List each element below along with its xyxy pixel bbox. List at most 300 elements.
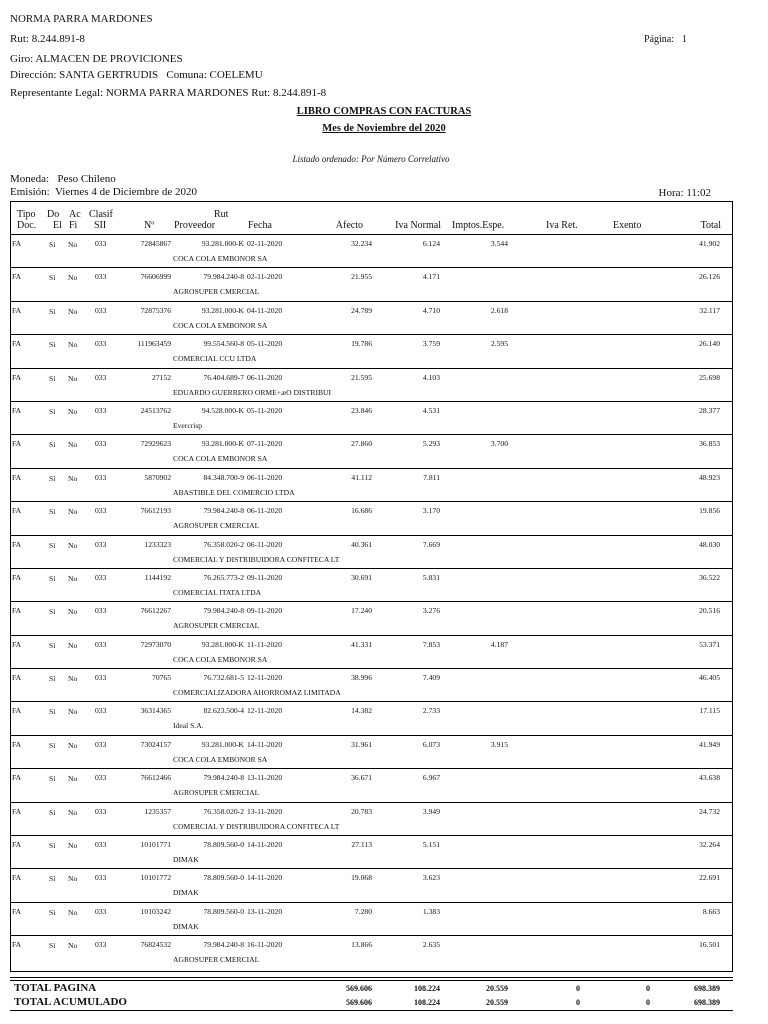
doc-type: FA [12,673,22,683]
table-row [10,434,733,467]
doc-type: FA [12,606,22,616]
company-address: Dirección: SANTA GERTRUDIS Comuna: COELEMU [10,69,263,81]
table-row [10,468,733,501]
iva-normal-amount: 2.635 [422,940,440,950]
total-amount: 53.371 [699,639,720,649]
afecto-amount: 19.068 [351,873,372,883]
total-amount: 24.732 [699,806,720,816]
fi-flag: No [68,707,78,717]
doc-number: 10103242 [140,906,171,916]
doc-date: 09-11-2020 [247,606,283,616]
supplier-rut: 93.281.000-K [201,639,244,649]
total-acumulado-total: 698.389 [694,998,720,1007]
doc-number: 27152 [152,372,171,382]
clasif-sii: 033 [95,239,107,248]
doc-date: 06-11-2020 [247,372,283,382]
doc-date: 14-11-2020 [247,739,283,749]
total-acumulado-iva: 108.224 [414,998,440,1007]
doc-type: FA [12,372,22,382]
doc-date: 06-11-2020 [247,472,283,482]
afecto-amount: 27.113 [351,840,372,850]
iva-normal-amount: 3.623 [422,873,440,883]
total-acumulado-exento: 0 [646,998,650,1007]
doc-date: 14-11-2020 [247,840,283,850]
supplier-rut: 79.984.240-8 [203,506,244,516]
supplier-name: COMERCIAL Y DISTRIBUIDORA CONFITECA LT [173,554,340,564]
table-row [10,501,733,534]
fi-flag: No [68,640,78,650]
afecto-amount: 16.686 [351,506,372,516]
doc-date: 05-11-2020 [247,339,283,349]
supplier-rut: 93.281.000-K [201,305,244,315]
supplier-rut: 78.809.560-0 [203,840,244,850]
doc-type: FA [12,539,22,549]
imptos-espe-amount: 4.187 [490,639,508,649]
doc-date: 06-11-2020 [247,539,283,549]
afecto-amount: 21.955 [351,272,372,282]
doc-type: FA [12,405,22,415]
imptos-espe-amount: 3.544 [490,239,508,248]
page-label: Página: [644,34,674,45]
supplier-name: Ideal S.A. [173,721,204,731]
supplier-name: DIMAK [173,855,199,865]
total-acumulado-imptos: 20.559 [486,998,508,1007]
supplier-name: AGROSUPER CMERCIAL [173,621,260,631]
clasif-sii: 033 [95,706,107,716]
sort-order-note: Listado ordenado: Por Número Correlativo [292,154,450,164]
total-amount: 32.117 [699,305,720,315]
afecto-amount: 41.112 [351,472,372,482]
imptos-espe-amount: 2.595 [490,339,508,349]
doc-date: 11-11-2020 [247,639,282,649]
col-doc: Doc. [17,220,37,231]
afecto-amount: 32.234 [351,239,372,248]
el-flag: Sí [49,674,56,684]
col-total: Total [700,220,721,231]
supplier-rut: 76.358.020-2 [203,806,244,816]
total-pagina-row [10,982,733,995]
total-pagina-imptos: 20.559 [486,984,508,993]
clasif-sii: 033 [95,272,107,282]
doc-type: FA [12,572,22,582]
doc-number: 76606999 [140,272,171,282]
el-flag: Sí [49,373,56,383]
supplier-name: COCA COLA EMBONOR SA [173,320,268,330]
el-flag: Sí [49,273,56,283]
clasif-sii: 033 [95,606,107,616]
table-row [10,902,733,935]
col-ac: Ac [69,209,81,220]
doc-type: FA [12,940,22,950]
doc-number: 1144192 [144,572,171,582]
table-row [10,835,733,868]
doc-number: 36314365 [140,706,171,716]
total-pagina-afecto: 569.606 [346,984,372,993]
doc-date: 06-11-2020 [247,506,283,516]
iva-normal-amount: 3.949 [422,806,440,816]
doc-type: FA [12,906,22,916]
fi-flag: No [68,507,78,517]
doc-type: FA [12,272,22,282]
supplier-name: COCA COLA EMBONOR SA [173,754,268,764]
company-name: NORMA PARRA MARDONES [10,13,153,25]
clasif-sii: 033 [95,472,107,482]
supplier-name: COCA COLA EMBONOR SA [173,654,268,664]
clasif-sii: 033 [95,439,107,449]
company-giro: Giro: ALMACEN DE PROVICIONES [10,53,183,65]
total-amount: 16.501 [699,940,720,950]
el-flag: Sí [49,540,56,550]
iva-normal-amount: 7.853 [422,639,440,649]
afecto-amount: 40.361 [351,539,372,549]
doc-type: FA [12,806,22,816]
doc-number: 10101772 [140,873,171,883]
clasif-sii: 033 [95,940,107,950]
total-pagina-label: TOTAL PAGINA [14,982,97,994]
el-flag: Sí [49,507,56,517]
el-flag: Sí [49,473,56,483]
total-amount: 17.115 [699,706,720,716]
supplier-name: ABASTIBLE DEL COMERCIO LTDA [173,487,295,497]
supplier-rut: 93.281.000-K [201,239,244,248]
doc-type: FA [12,439,22,449]
supplier-rut: 79.984.240-8 [203,940,244,950]
fi-flag: No [68,674,78,684]
el-flag: Sí [49,306,56,316]
total-amount: 8.663 [702,906,720,916]
currency: Moneda: Peso Chileno [10,173,116,185]
doc-number: 76612193 [140,506,171,516]
el-flag: Sí [49,607,56,617]
total-acumulado-afecto: 569.606 [346,998,372,1007]
total-pagina-exento: 0 [646,984,650,993]
afecto-amount: 30.691 [351,572,372,582]
total-acumulado-row [10,996,733,1009]
el-flag: Sí [49,841,56,851]
clasif-sii: 033 [95,906,107,916]
doc-number: 111963459 [137,339,171,349]
table-row [10,401,733,434]
doc-date: 16-11-2020 [247,940,283,950]
col-fecha: Fecha [248,220,272,231]
supplier-name: COMERCIAL Y DISTRIBUIDORA CONFITECA LT [173,821,340,831]
el-flag: Sí [49,941,56,951]
clasif-sii: 033 [95,372,107,382]
doc-date: 02-11-2020 [247,239,283,248]
doc-number: 72875376 [140,305,171,315]
clasif-sii: 033 [95,840,107,850]
iva-normal-amount: 3.276 [422,606,440,616]
fi-flag: No [68,340,78,350]
table-body [0,234,768,969]
total-amount: 36.853 [699,439,720,449]
supplier-rut: 78.809.560-0 [203,906,244,916]
clasif-sii: 033 [95,873,107,883]
iva-normal-amount: 6.124 [422,239,440,248]
col-proveedor: Proveedor [174,220,216,231]
col-sii: SII [94,220,107,231]
doc-number: 1235357 [144,806,171,816]
table-row [10,568,733,601]
doc-number: 72845867 [140,239,171,248]
fi-flag: No [68,807,78,817]
fi-flag: No [68,373,78,383]
page-indicator [644,34,687,45]
supplier-rut: 76.358.020-2 [203,539,244,549]
iva-normal-amount: 4.531 [422,405,440,415]
total-amount: 25.698 [699,372,720,382]
fi-flag: No [68,841,78,851]
report-subtitle: Mes de Noviembre del 2020 [322,123,446,134]
el-flag: Sí [49,907,56,917]
doc-number: 70765 [152,673,171,683]
supplier-name: COMERCIAL ITATA LTDA [173,587,262,597]
doc-date: 13-11-2020 [247,773,283,783]
el-flag: Sí [49,440,56,450]
iva-normal-amount: 1.383 [422,906,440,916]
doc-type: FA [12,305,22,315]
doc-type: FA [12,739,22,749]
total-amount: 32.264 [699,840,720,850]
supplier-name: Evercrisp [173,420,203,430]
col-fi: Fi [69,220,78,231]
doc-number: 76612267 [140,606,171,616]
total-acumulado-iva-ret: 0 [576,998,580,1007]
table-row [10,234,733,267]
table-row [10,868,733,901]
table-row [10,802,733,835]
supplier-name: COCA COLA EMBONOR SA [173,254,268,263]
table-row [10,635,733,668]
supplier-rut: 79.984.240-8 [203,606,244,616]
imptos-espe-amount: 3.915 [490,739,508,749]
fi-flag: No [68,774,78,784]
supplier-rut: 84.348.700-9 [203,472,244,482]
total-amount: 22.691 [699,873,720,883]
doc-number: 73024157 [140,739,171,749]
col-imptos-espe: Imptos.Espe. [452,220,505,231]
supplier-rut: 93.281.000-K [201,739,244,749]
el-flag: Sí [49,740,56,750]
imptos-espe-amount: 2.618 [490,305,508,315]
el-flag: Sí [49,406,56,416]
doc-date: 14-11-2020 [247,873,283,883]
afecto-amount: 31.961 [351,739,372,749]
doc-number: 72973070 [140,639,171,649]
fi-flag: No [68,740,78,750]
doc-number: 10101771 [140,840,171,850]
iva-normal-amount: 4.171 [422,272,440,282]
clasif-sii: 033 [95,773,107,783]
supplier-name: COMERCIALIZADORA AHORROMAZ LIMITADA [173,688,341,698]
total-amount: 46.405 [699,673,720,683]
fi-flag: No [68,573,78,583]
doc-type: FA [12,773,22,783]
afecto-amount: 19.786 [351,339,372,349]
clasif-sii: 033 [95,506,107,516]
fi-flag: No [68,941,78,951]
afecto-amount: 17.240 [351,606,372,616]
afecto-amount: 36.671 [351,773,372,783]
fi-flag: No [68,306,78,316]
col-afecto: Afecto [335,220,363,231]
total-amount: 36.522 [699,572,720,582]
company-rut: Rut: 8.244.891-8 [10,33,85,45]
col-el: El [53,220,62,231]
total-amount: 28.377 [699,405,720,415]
table-row [10,601,733,634]
imptos-espe-amount: 3.700 [490,439,508,449]
col-tipo: Tipo [17,209,36,220]
clasif-sii: 033 [95,305,107,315]
supplier-rut: 79.984.240-8 [203,272,244,282]
doc-date: 02-11-2020 [247,272,283,282]
clasif-sii: 033 [95,673,107,683]
col-numero: Nº [144,220,155,231]
report-title: LIBRO COMPRAS CON FACTURAS [296,106,472,117]
clasif-sii: 033 [95,806,107,816]
iva-normal-amount: 3.759 [422,339,440,349]
iva-normal-amount: 5.151 [422,840,440,850]
clasif-sii: 033 [95,539,107,549]
total-amount: 48.923 [699,472,720,482]
supplier-name: AGROSUPER CMERCIAL [173,287,260,297]
doc-date: 12-11-2020 [247,706,283,716]
clasif-sii: 033 [95,339,107,349]
totals-divider [10,980,733,981]
clasif-sii: 033 [95,739,107,749]
total-amount: 26.126 [699,272,720,282]
total-amount: 26.140 [699,339,720,349]
page-number: 1 [682,34,687,45]
doc-date: 12-11-2020 [247,673,283,683]
iva-normal-amount: 7.409 [422,673,440,683]
supplier-name: AGROSUPER CMERCIAL [173,955,260,965]
doc-type: FA [12,472,22,482]
fi-flag: No [68,406,78,416]
table-row [10,535,733,568]
col-clasif: Clasif [89,209,113,220]
supplier-name: COCA COLA EMBONOR SA [173,454,268,464]
totals-section [10,977,733,1011]
afecto-amount: 21.595 [351,372,372,382]
doc-date: 04-11-2020 [247,305,283,315]
fi-flag: No [68,473,78,483]
supplier-name: DIMAK [173,888,199,898]
supplier-name: AGROSUPER CMERCIAL [173,788,260,798]
doc-number: 5870902 [144,472,171,482]
supplier-rut: 94.528.000-K [201,405,244,415]
iva-normal-amount: 2.733 [422,706,440,716]
afecto-amount: 13.866 [351,940,372,950]
iva-normal-amount: 6.073 [422,739,440,749]
supplier-rut: 76.732.681-5 [203,673,244,683]
supplier-rut: 79.984.240-8 [203,773,244,783]
doc-type: FA [12,639,22,649]
el-flag: Sí [49,874,56,884]
supplier-name: COMERCIAL CCU LTDA [173,354,257,364]
table-row [10,301,733,334]
col-iva-normal: Iva Normal [395,220,441,231]
supplier-name: EDUARDO GUERRERO ORME+æO DISTRIBUI [173,387,332,397]
supplier-rut: 78.809.560-0 [203,873,244,883]
total-amount: 43.638 [699,773,720,783]
supplier-rut: 93.281.000-K [201,439,244,449]
doc-number: 76612466 [140,773,171,783]
table-row [10,334,733,367]
col-rut: Rut [214,209,229,220]
iva-normal-amount: 4.710 [422,305,440,315]
afecto-amount: 14.382 [351,706,372,716]
supplier-name: AGROSUPER CMERCIAL [173,521,260,531]
table-row [10,935,733,968]
iva-normal-amount: 6.967 [422,773,440,783]
supplier-name: DIMAK [173,921,199,931]
legal-representative: Representante Legal: NORMA PARRA MARDONES Rut: 8.244.891-8 [10,87,327,99]
supplier-rut: 82.623.500-4 [203,706,244,716]
doc-number: 72929623 [140,439,171,449]
doc-date: 05-11-2020 [247,405,283,415]
doc-date: 13-11-2020 [247,806,283,816]
doc-type: FA [12,873,22,883]
el-flag: Sí [49,573,56,583]
col-do: Do [47,209,60,220]
el-flag: Sí [49,640,56,650]
col-iva-ret: Iva Ret. [546,220,578,231]
fi-flag: No [68,607,78,617]
total-acumulado-label: TOTAL ACUMULADO [14,996,127,1008]
doc-date: 13-11-2020 [247,906,283,916]
afecto-amount: 41.331 [351,639,372,649]
fi-flag: No [68,874,78,884]
table-row [10,267,733,300]
report-time: Hora: 11:02 [658,187,711,199]
table-row [10,668,733,701]
supplier-rut: 99.554.560-8 [203,339,244,349]
doc-type: FA [12,239,22,248]
doc-number: 76824532 [140,940,171,950]
iva-normal-amount: 5.831 [422,572,440,582]
doc-type: FA [12,506,22,516]
total-amount: 41.902 [699,239,720,248]
afecto-amount: 7.280 [354,906,372,916]
table-row [10,701,733,734]
afecto-amount: 20.783 [351,806,372,816]
table-row [10,368,733,401]
doc-date: 09-11-2020 [247,572,283,582]
doc-date: 07-11-2020 [247,439,283,449]
afecto-amount: 38.996 [351,673,372,683]
fi-flag: No [68,240,78,249]
total-amount: 41.949 [699,739,720,749]
table-row [10,735,733,768]
supplier-rut: 76.404.689-7 [203,372,244,382]
doc-number: 24513762 [140,405,171,415]
el-flag: Sí [49,240,56,249]
col-exento: Exento [613,220,642,231]
iva-normal-amount: 5.293 [422,439,440,449]
total-amount: 20.516 [699,606,720,616]
el-flag: Sí [49,707,56,717]
total-pagina-iva: 108.224 [414,984,440,993]
el-flag: Sí [49,807,56,817]
issue-date: Emisión: Viernes 4 de Diciembre de 2020 [10,186,198,198]
doc-type: FA [12,706,22,716]
supplier-rut: 76.265.773-2 [203,572,244,582]
el-flag: Sí [49,774,56,784]
table-row [10,768,733,801]
doc-number: 1233323 [144,539,171,549]
